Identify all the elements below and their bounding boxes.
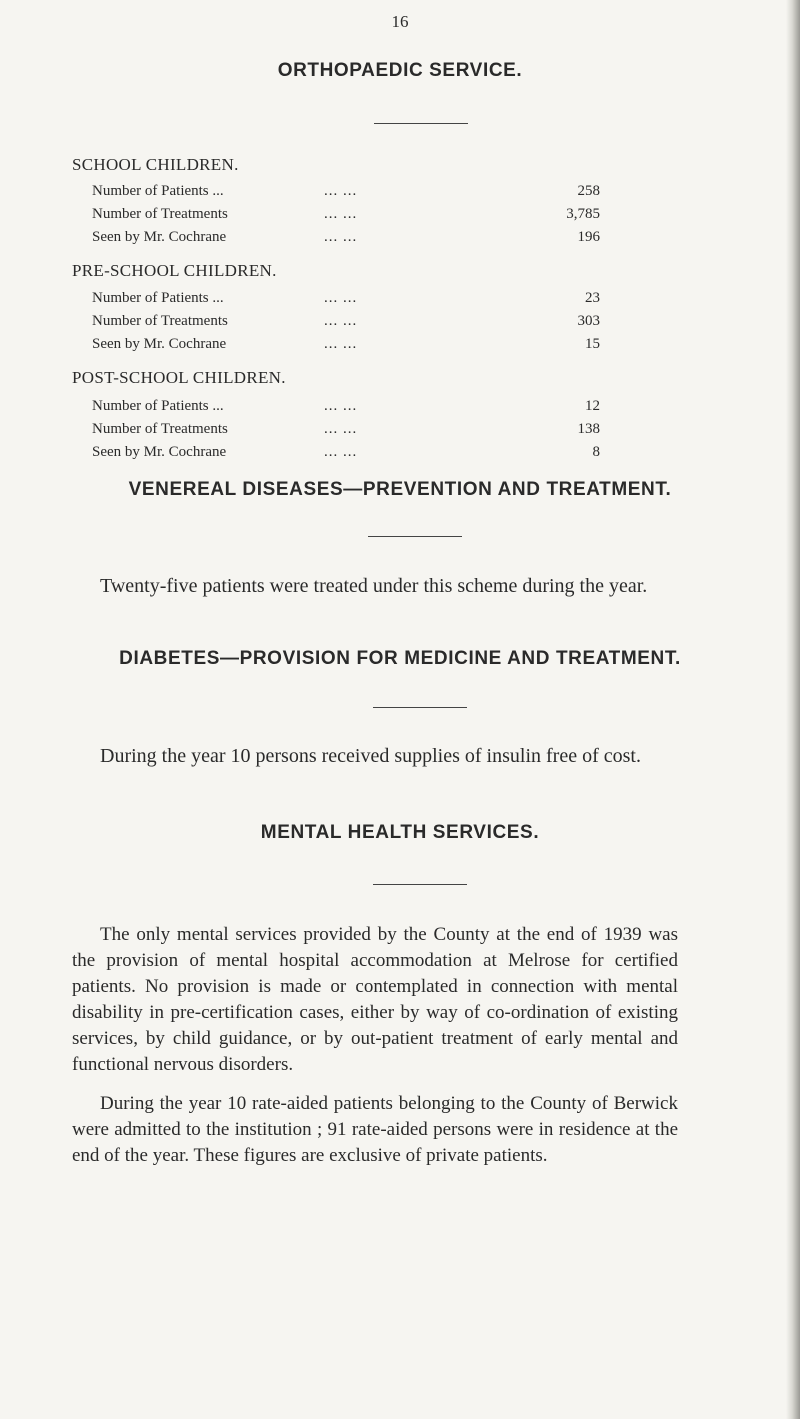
- table-row: [92, 398, 600, 418]
- table-row: [92, 336, 600, 356]
- pre-school-children-title: PRE-SCHOOL CHILDREN.: [72, 261, 277, 280]
- venereal-paragraph: [72, 573, 678, 599]
- section-divider: [373, 884, 467, 885]
- row-label: Seen by Mr. Cochrane: [92, 336, 227, 352]
- row-value: 23: [585, 290, 600, 306]
- mental-health-heading: MENTAL HEALTH SERVICES.: [260, 822, 540, 843]
- row-label: Seen by Mr. Cochrane: [92, 229, 227, 245]
- row-value: 12: [585, 398, 600, 414]
- row-value: 303: [577, 313, 600, 329]
- row-value: 258: [577, 183, 600, 199]
- school-children-title: SCHOOL CHILDREN.: [72, 155, 239, 174]
- row-label: Number of Treatments: [92, 206, 228, 222]
- row-label: Number of Patients ...: [92, 398, 224, 414]
- row-label: Seen by Mr. Cochrane: [92, 444, 227, 460]
- table-row: [92, 313, 600, 333]
- row-value: 196: [577, 229, 600, 245]
- row-value: 3,785: [566, 206, 600, 222]
- venereal-heading: VENEREAL DISEASES—PREVENTION AND TREATMENT.: [128, 479, 672, 500]
- row-value: 138: [577, 421, 600, 437]
- row-leader: ... ...: [324, 336, 358, 352]
- mental-health-text-2: During the year 10 rate-aided patients belonging to the County of Berwick were admitted to the institution ; 91 rate-aided persons were in residence at the end of the year. These figures are exclusive of private patients.: [72, 1093, 678, 1166]
- orthopaedic-heading: ORTHOPAEDIC SERVICE.: [277, 60, 523, 81]
- row-leader: ... ...: [324, 229, 358, 245]
- row-label: Number of Treatments: [92, 421, 228, 437]
- row-leader: ... ...: [324, 206, 358, 222]
- table-row: [92, 444, 600, 464]
- row-value: 8: [592, 444, 600, 460]
- row-label: Number of Treatments: [92, 313, 228, 329]
- row-leader: ... ...: [324, 183, 358, 199]
- row-leader: ... ...: [324, 421, 358, 437]
- table-row: [92, 421, 600, 441]
- venereal-text: Twenty-five patients were treated under this scheme during the year.: [100, 575, 648, 597]
- mental-health-paragraph-2: [72, 1091, 678, 1169]
- table-row: [92, 183, 600, 203]
- table-row: [92, 206, 600, 226]
- table-row: [92, 229, 600, 249]
- post-school-children-title: POST-SCHOOL CHILDREN.: [72, 368, 286, 387]
- diabetes-heading: DIABETES—PROVISION FOR MEDICINE AND TREATMENT.: [119, 648, 681, 669]
- section-divider: [373, 707, 467, 708]
- row-leader: ... ...: [324, 444, 358, 460]
- row-label: Number of Patients ...: [92, 290, 224, 306]
- row-label: Number of Patients ...: [92, 183, 224, 199]
- diabetes-paragraph: [72, 743, 678, 769]
- mental-health-text-1: The only mental services provided by the County at the end of 1939 was the provision of mental hospital accommodation at Melrose for certified patients. No provision is made or contemplated in connection with mental disability in pre-certification cases, either by way of co-ordination of existing services, by child guidance, or by out-patient treatment of early mental and functional nervous disorders.: [72, 924, 678, 1075]
- row-value: 15: [585, 336, 600, 352]
- section-divider: [368, 536, 462, 537]
- mental-health-paragraph-1: [72, 922, 678, 1078]
- section-divider: [374, 123, 468, 124]
- page-edge-shadow: [786, 0, 800, 1419]
- table-row: [92, 290, 600, 310]
- diabetes-text: During the year 10 persons received supplies of insulin free of cost.: [100, 745, 641, 767]
- row-leader: ... ...: [324, 313, 358, 329]
- row-leader: ... ...: [324, 398, 358, 414]
- page-number: 16: [391, 12, 409, 31]
- row-leader: ... ...: [324, 290, 358, 306]
